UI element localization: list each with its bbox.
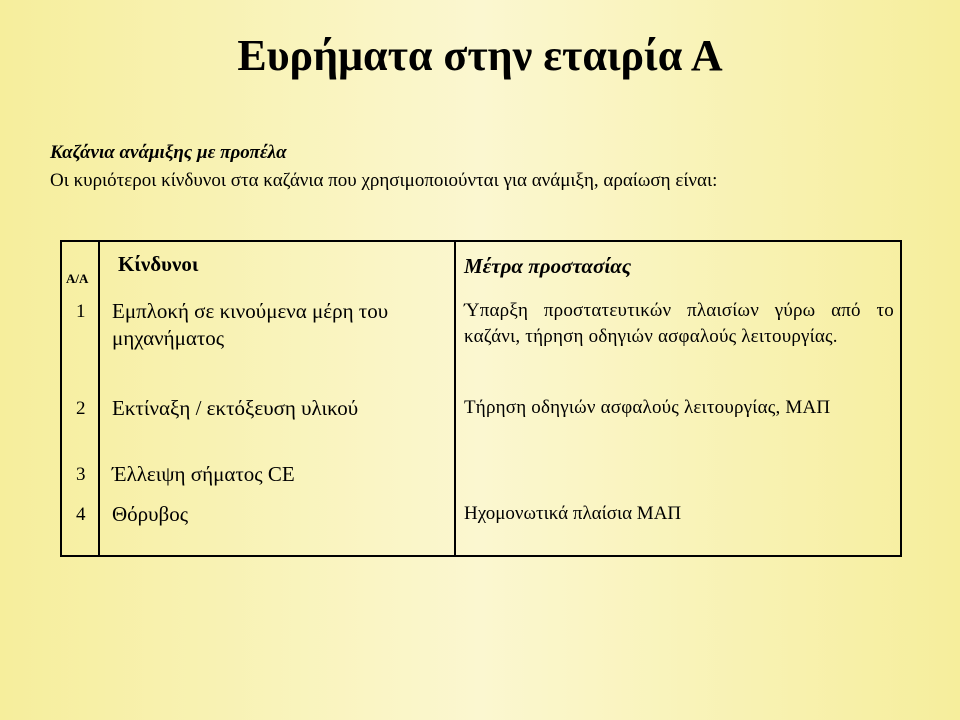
row-number: 3 [76,464,86,485]
section-subtitle: Καζάνια ανάμιξης με προπέλα [50,142,287,163]
header-measures: Μέτρα προστασίας [464,254,632,278]
slide-title: Ευρήματα στην εταιρία Α [237,31,723,80]
row-number: 4 [76,504,86,525]
table-divider [454,242,456,555]
row-hazard: Έλλειψη σήματος CE [112,462,295,486]
header-aa: Α/Α [66,271,89,286]
row-number: 1 [76,301,86,322]
table-divider [98,242,100,555]
row-measures: Τήρηση οδηγιών ασφαλούς λειτουργίας, ΜΑΠ [464,397,831,418]
row-measures: Ηχομονωτικά πλαίσια ΜΑΠ [464,503,682,524]
row-measures: Ύπαρξη προστατευτικών πλαισίων γύρω από το καζάνι, τήρηση οδηγιών ασφαλούς λειτουργίας. [464,300,894,347]
header-hazards: Κίνδυνοι [118,252,199,276]
hazards-table [60,240,902,557]
intro-text: Οι κυριότεροι κίνδυνοι στα καζάνια που χρησιμοποιούνται για ανάμιξη, αραίωση είναι: [50,170,718,191]
row-hazard: Εμπλοκή σε κινούμενα μέρη του μηχανήματος [112,299,389,350]
row-hazard: Εκτίναξη / εκτόξευση υλικού [112,396,359,420]
row-hazard: Θόρυβος [112,502,189,526]
row-number: 2 [76,398,86,419]
